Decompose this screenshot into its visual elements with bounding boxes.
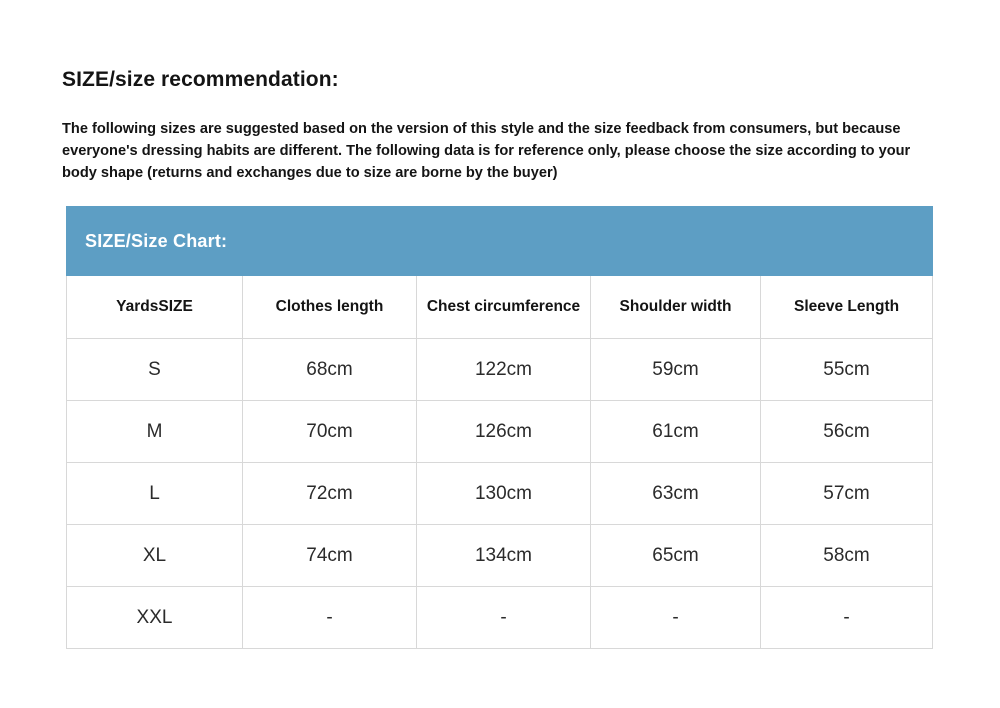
cell-chest-circumference: 134cm [417,525,591,587]
cell-chest-circumference: - [417,587,591,649]
cell-size: XL [67,525,243,587]
cell-clothes-length: 70cm [243,401,417,463]
size-chart-table [66,206,933,649]
intro-paragraph: The following sizes are suggested based on the version of this style and the size feedback from consumers, but because everyone's dressing habits are different. The following data is for reference only, please choose the size according to your body shape (returns and exchanges due to size are borne by the buyer) [62,121,911,182]
cell-chest-circumference: 122cm [417,339,591,401]
table-row [67,401,933,463]
cell-clothes-length: - [243,587,417,649]
cell-shoulder-width: 65cm [591,525,761,587]
table-row [67,525,933,587]
cell-size: S [67,339,243,401]
cell-size: M [67,401,243,463]
cell-sleeve-length: 56cm [761,401,933,463]
table-row [67,463,933,525]
column-header-yards-size: YardsSIZE [67,276,243,339]
chart-banner [67,207,933,276]
cell-shoulder-width: 63cm [591,463,761,525]
chart-banner-label: SIZE/Size Chart: [85,230,228,251]
cell-size: XXL [67,587,243,649]
cell-shoulder-width: 59cm [591,339,761,401]
header-row [67,276,933,339]
cell-sleeve-length: 58cm [761,525,933,587]
cell-chest-circumference: 126cm [417,401,591,463]
cell-chest-circumference: 130cm [417,463,591,525]
column-header-chest-circumference: Chest circumference [417,276,591,339]
banner-row [67,207,933,276]
cell-clothes-length: 68cm [243,339,417,401]
cell-sleeve-length: - [761,587,933,649]
column-header-clothes-length: Clothes length [243,276,417,339]
page-title: SIZE/size recommendation: [62,68,339,91]
cell-clothes-length: 72cm [243,463,417,525]
cell-sleeve-length: 55cm [761,339,933,401]
cell-clothes-length: 74cm [243,525,417,587]
column-header-sleeve-length: Sleeve Length [761,276,933,339]
cell-shoulder-width: - [591,587,761,649]
size-chart-table-wrapper [66,206,932,649]
column-header-shoulder-width: Shoulder width [591,276,761,339]
cell-size: L [67,463,243,525]
table-row [67,587,933,649]
table-row [67,339,933,401]
cell-shoulder-width: 61cm [591,401,761,463]
cell-sleeve-length: 57cm [761,463,933,525]
